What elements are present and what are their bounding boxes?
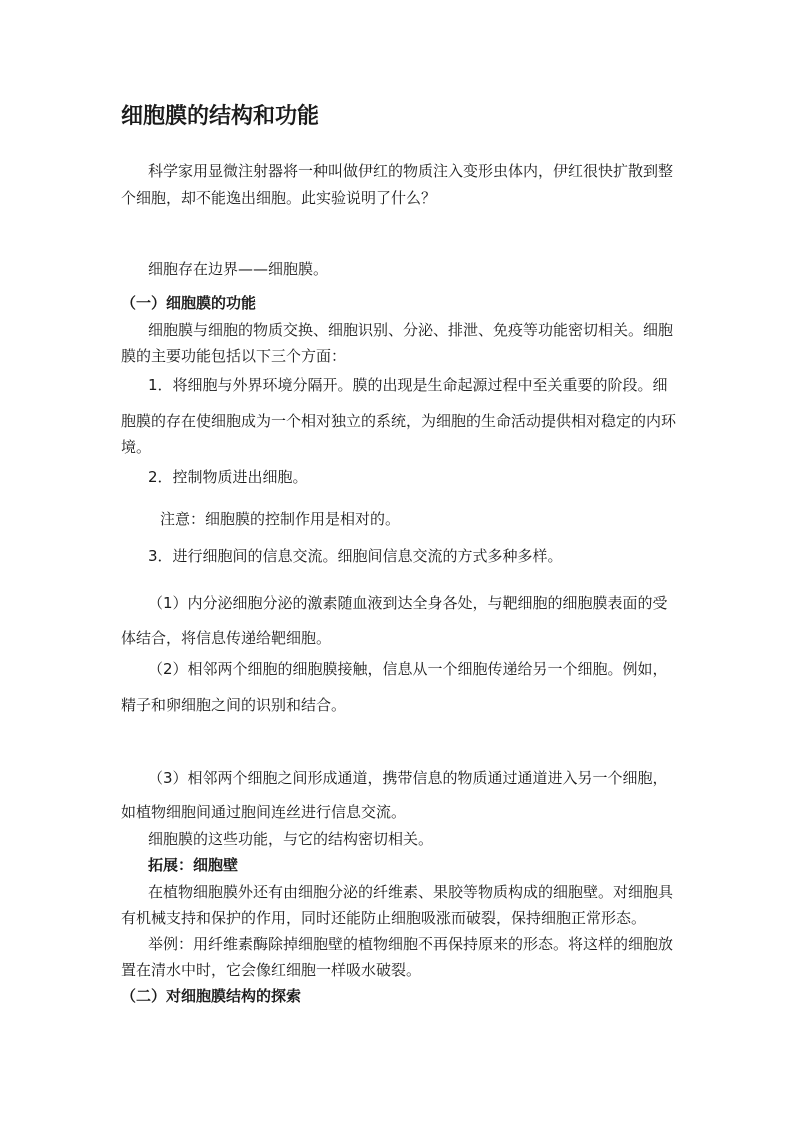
paragraph-line: 境。 bbox=[121, 438, 152, 456]
paragraph-line: 在植物细胞膜外还有由细胞分泌的纤维素、果胶等物质构成的细胞壁。对细胞具 bbox=[148, 883, 674, 901]
paragraph-line: 有机械支持和保护的作用，同时还能防止细胞吸涨而破裂，保持细胞正常形态。 bbox=[121, 909, 647, 927]
paragraph-line: 细胞膜的这些功能，与它的结构密切相关。 bbox=[148, 830, 434, 848]
paragraph-line: 体结合，将信息传递给靶细胞。 bbox=[121, 629, 332, 647]
note-line: 注意：细胞膜的控制作用是相对的。 bbox=[160, 510, 401, 528]
paragraph-line: 胞膜的存在使细胞成为一个相对独立的系统，为细胞的生命活动提供相对稳定的内环 bbox=[121, 412, 677, 430]
document-title: 细胞膜的结构和功能 bbox=[121, 104, 320, 129]
paragraph-line: 精子和卵细胞之间的识别和结合。 bbox=[121, 696, 347, 714]
section-heading-1: （一）细胞膜的功能 bbox=[121, 294, 257, 312]
paragraph-line: 3．进行细胞间的信息交流。细胞间信息交流的方式多种多样。 bbox=[148, 547, 563, 565]
paragraph-line: 细胞存在边界——细胞膜。 bbox=[148, 260, 329, 278]
paragraph-line: （1）内分泌细胞分泌的激素随血液到达全身各处，与靶细胞的细胞膜表面的受 bbox=[148, 594, 668, 612]
section-heading-3: （二）对细胞膜结构的探索 bbox=[121, 987, 302, 1005]
paragraph-line: 置在清水中时，它会像红细胞一样吸水破裂。 bbox=[121, 961, 422, 979]
paragraph-line: （2）相邻两个细胞的细胞膜接触，信息从一个细胞传递给另一个细胞。例如， bbox=[148, 660, 668, 678]
paragraph-line: 膜的主要功能包括以下三个方面： bbox=[121, 347, 347, 365]
paragraph-line: 举例：用纤维素酶除掉细胞壁的植物细胞不再保持原来的形态。将这样的细胞放 bbox=[148, 935, 674, 953]
paragraph-line: 科学家用显微注射器将一种叫做伊红的物质注入变形虫体内，伊红很快扩散到整 bbox=[148, 162, 674, 180]
paragraph-line: 2．控制物质进出细胞。 bbox=[148, 468, 308, 486]
paragraph-line: 细胞膜与细胞的物质交换、细胞识别、分泌、排泄、免疫等功能密切相关。细胞 bbox=[148, 321, 674, 339]
paragraph-line: （3）相邻两个细胞之间形成通道，携带信息的物质通过通道进入另一个细胞， bbox=[148, 769, 668, 787]
paragraph-line: 个细胞，却不能逸出细胞。此实验说明了什么？ bbox=[121, 189, 437, 207]
paragraph-line: 1．将细胞与外界环境分隔开。膜的出现是生命起源过程中至关重要的阶段。细 bbox=[148, 376, 668, 394]
section-heading-2: 拓展：细胞壁 bbox=[148, 856, 239, 874]
paragraph-line: 如植物细胞间通过胞间连丝进行信息交流。 bbox=[121, 803, 407, 821]
